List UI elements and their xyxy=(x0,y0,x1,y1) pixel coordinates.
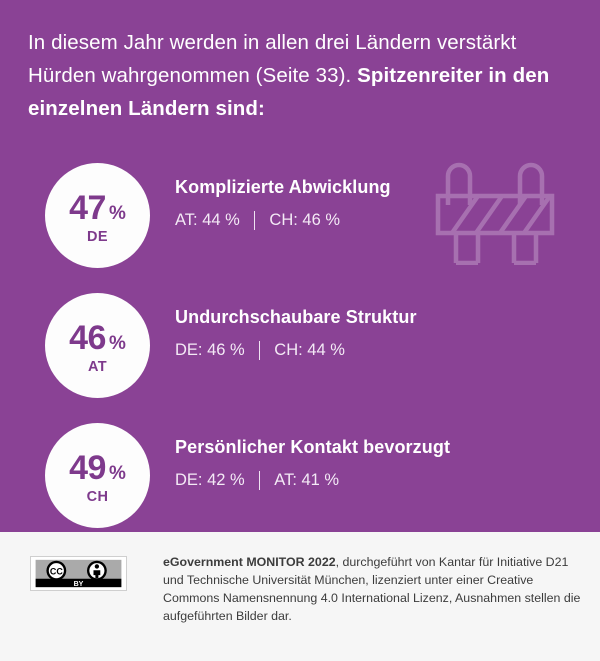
stat-comparison xyxy=(175,471,575,490)
stat-value-group xyxy=(69,188,126,227)
stat-comparison-right: AT: 41 % xyxy=(274,471,340,489)
statistics-list xyxy=(0,163,600,553)
stat-country-code: CH xyxy=(86,488,109,505)
stat-country-code: DE xyxy=(87,228,108,245)
list-item xyxy=(0,163,600,293)
svg-text:BY: BY xyxy=(73,580,84,588)
stat-text-block xyxy=(175,437,575,490)
stat-text-block xyxy=(175,177,575,230)
stat-circle-de xyxy=(45,163,150,268)
stat-unit: % xyxy=(108,332,126,354)
stat-value-group xyxy=(69,448,126,487)
stat-value: 49 xyxy=(69,448,106,487)
comparison-divider xyxy=(259,471,261,490)
stat-country-code: AT xyxy=(87,358,108,375)
stat-comparison-right: CH: 44 % xyxy=(274,341,345,359)
stat-value: 47 xyxy=(69,188,106,227)
stat-value-group xyxy=(69,318,126,357)
comparison-divider xyxy=(254,211,256,230)
stat-text-block xyxy=(175,307,575,360)
stat-comparison-left: DE: 42 % xyxy=(175,471,245,489)
footer-credit-source: eGovernment MONITOR 2022 xyxy=(163,555,336,569)
headline-bold: Spitzenreiter in den einzelnen Ländern sind: xyxy=(28,64,550,120)
footer-credit xyxy=(163,553,581,625)
creative-commons-badge xyxy=(30,556,127,591)
comparison-divider xyxy=(259,341,261,360)
stat-title: Undurchschaubare Struktur xyxy=(175,307,417,327)
stat-value: 46 xyxy=(69,318,106,357)
stat-circle-ch xyxy=(45,423,150,528)
list-item xyxy=(0,293,600,423)
page-title xyxy=(28,26,568,125)
stat-unit: % xyxy=(108,202,126,224)
stat-circle-at xyxy=(45,293,150,398)
stat-title: Persönlicher Kontakt bevorzugt xyxy=(175,437,451,457)
svg-text:CC: CC xyxy=(49,566,63,577)
stat-title: Komplizierte Abwicklung xyxy=(175,177,391,197)
stat-comparison-right: CH: 46 % xyxy=(269,211,341,229)
stat-comparison-left: AT: 44 % xyxy=(175,211,240,229)
stat-comparison-left: DE: 46 % xyxy=(175,341,245,359)
stat-unit: % xyxy=(108,462,126,484)
stat-comparison xyxy=(175,211,575,230)
headline-regular: In diesem Jahr werden in allen drei Ländern verstärkt Hürden wahrgenommen (Seite 33). xyxy=(28,31,517,87)
stat-comparison xyxy=(175,341,575,360)
footer-credit-body: , durchgeführt von Kantar für Initiative D21 und Technische Universität München, lizenziert unter einer Creative Commons Namensnennung 4.0 International Lizenz, Ausnahmen stellen die aufgeführten Bilder dar. xyxy=(163,555,581,623)
